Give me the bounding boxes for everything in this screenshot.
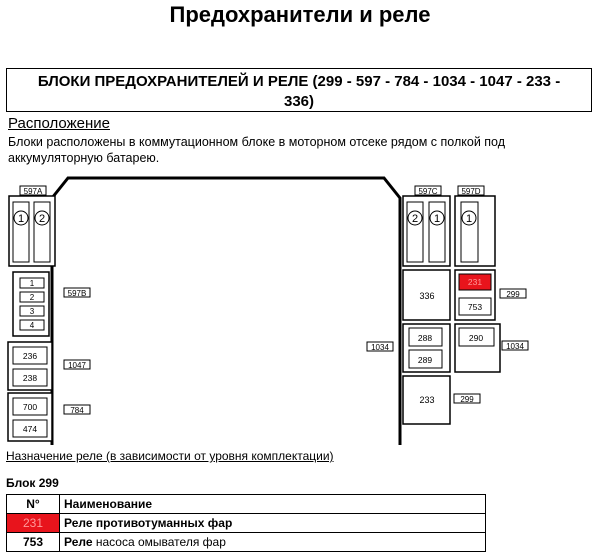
row-name-bold: Реле противотуманных фар: [64, 516, 233, 530]
row-name: [60, 514, 486, 533]
row-name-rest: насоса омывателя фар: [92, 535, 226, 549]
relay-231: 231: [467, 277, 483, 287]
fuse-box-diagram: [0, 170, 600, 448]
relay-290: 290: [468, 333, 484, 343]
relay-table: [6, 494, 486, 552]
block-233: [403, 376, 480, 424]
slot-2: 2: [29, 293, 35, 302]
block-290: [455, 324, 528, 372]
fuse-num-1-a: 1: [17, 213, 25, 225]
tag-1047: 1047: [68, 361, 86, 370]
relay-289: 289: [417, 355, 433, 365]
table-row: [7, 514, 486, 533]
relay-336: 336: [419, 291, 435, 301]
relay-assignment-heading: Назначение реле (в зависимости от уровня комплектации): [6, 449, 334, 463]
relay-233: 233: [419, 395, 435, 405]
row-name-bold: Реле: [64, 535, 93, 549]
header-line-1: БЛОКИ ПРЕДОХРАНИТЕЛЕЙ И РЕЛЕ (299 - 597 - 784 - 1034 - 1047 - 233 -: [37, 73, 561, 90]
tag-299: 299: [506, 290, 520, 299]
header-box-text: [7, 72, 591, 112]
block-1047: [8, 342, 90, 390]
relay-288: 288: [417, 333, 433, 343]
slot-4: 4: [29, 321, 35, 330]
relay-753: 753: [467, 302, 483, 312]
block-299: [455, 270, 526, 320]
tag-597a: 597A: [23, 187, 43, 196]
block-597d: [455, 186, 495, 266]
fuse-num-1-d: 1: [465, 213, 473, 225]
block-597a: [9, 186, 55, 266]
location-heading: Расположение: [8, 115, 110, 132]
header-line-2: 336): [283, 93, 315, 110]
block-299-label: Блок 299: [6, 476, 59, 490]
block-336: [403, 270, 450, 320]
tag-1034-b: 1034: [506, 342, 524, 351]
row-num: 231: [7, 514, 60, 533]
housing-outline: [52, 178, 400, 445]
relay-238: 238: [22, 373, 38, 383]
tag-1034: 1034: [371, 343, 389, 352]
block-784: [8, 393, 90, 441]
tag-784: 784: [70, 406, 84, 415]
tag-597b: 597B: [67, 289, 87, 298]
relay-474: 474: [22, 424, 38, 434]
tag-597c: 597C: [418, 187, 438, 196]
row-name: [60, 533, 486, 552]
fuse-num-2-c: 2: [411, 213, 419, 225]
tag-597d: 597D: [461, 187, 481, 196]
header-box: [6, 68, 592, 112]
fuse-num-2-a: 2: [38, 213, 46, 225]
block-597c: [403, 186, 450, 266]
col-num-header: N°: [7, 495, 60, 514]
block-288-289: [367, 324, 450, 372]
fuse-num-1-c: 1: [433, 213, 441, 225]
row-num: 753: [7, 533, 60, 552]
relay-236: 236: [22, 351, 38, 361]
location-description: Блоки расположены в коммутационном блоке в моторном отсеке рядом с полкой под аккумуляторную батарею.: [8, 135, 506, 165]
page-title: Предохранители и реле: [169, 2, 431, 27]
table-header-row: [7, 495, 486, 514]
slot-3: 3: [29, 307, 35, 316]
table-row: [7, 533, 486, 552]
slot-1: 1: [29, 279, 35, 288]
tag-299-c: 299: [460, 395, 474, 404]
col-name-header: Наименование: [60, 495, 486, 514]
relay-700: 700: [22, 402, 38, 412]
